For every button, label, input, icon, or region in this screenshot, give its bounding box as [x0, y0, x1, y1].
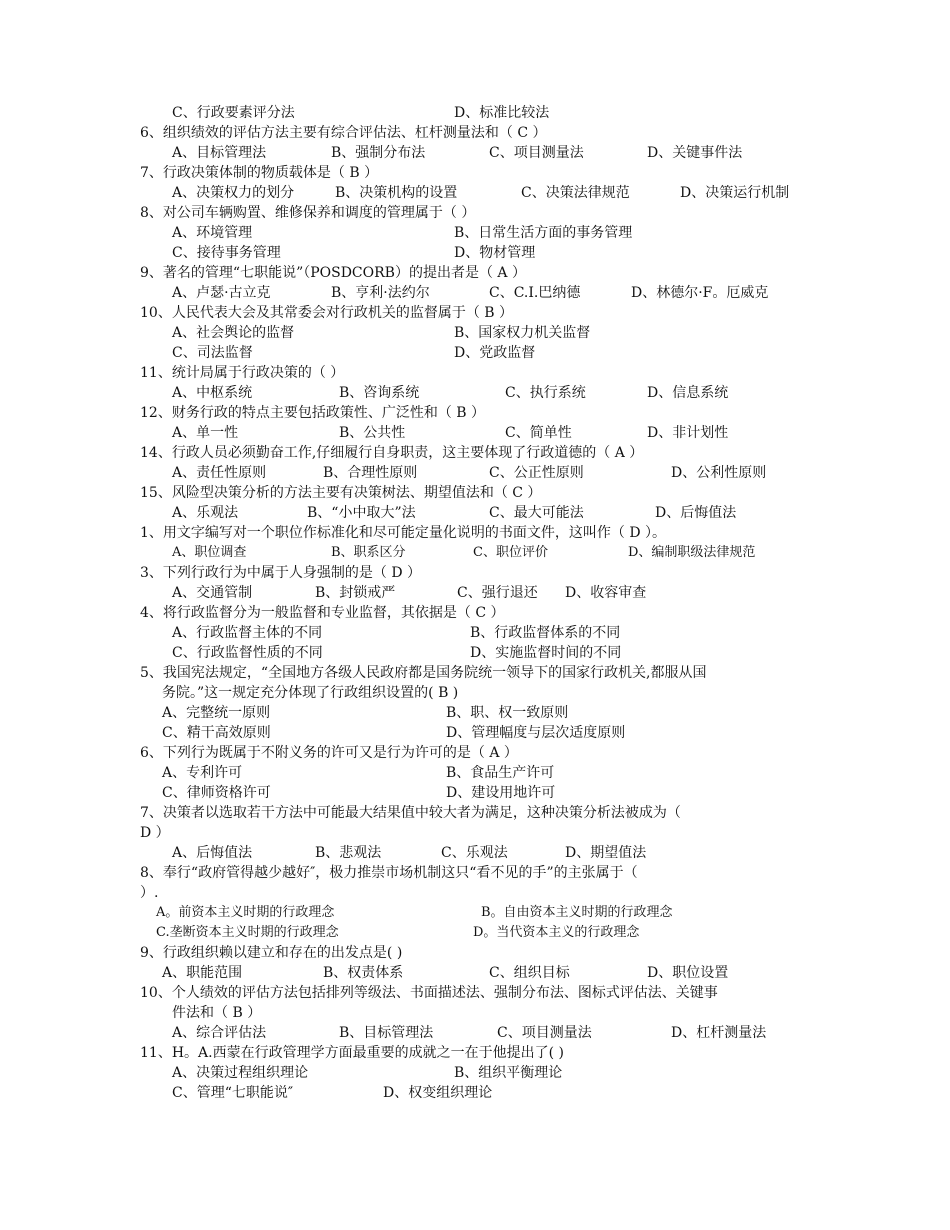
option-text: B、国家权力机关监督: [454, 325, 591, 341]
option-text: A、后悔值法: [172, 845, 253, 861]
question-text: D ）: [140, 825, 170, 841]
option-text: D、非计划性: [647, 425, 729, 441]
option-text: A、目标管理法: [172, 145, 267, 161]
option-text: C、决策法律规范: [521, 185, 630, 201]
question-text: 10、个人绩效的评估方法包括排列等级法、书面描述法、强制分布法、图标式评估法、关键事: [140, 985, 718, 1001]
question-text: 务院。”这一规定充分体现了行政组织设置的( B ): [162, 685, 459, 701]
option-text: B、组织平衡理论: [454, 1065, 563, 1081]
option-text: B、食品生产许可: [446, 765, 555, 781]
option-text: B、决策机构的设置: [335, 185, 458, 201]
text-line: [0, 1043, 950, 1063]
text-line: [0, 903, 950, 923]
text-line: [0, 703, 950, 723]
text-line: [0, 443, 950, 463]
text-line: [0, 743, 950, 763]
text-line: [0, 123, 950, 143]
option-text: C.垄断资本主义时期的行政理念: [156, 925, 339, 940]
text-line: [0, 583, 950, 603]
text-line: [0, 663, 950, 683]
option-text: C、强行退还: [457, 585, 538, 601]
text-line: [0, 143, 950, 163]
option-text: B、公共性: [339, 425, 406, 441]
question-text: 12、财务行政的特点主要包括政策性、广泛性和（ B ）: [140, 405, 486, 421]
option-text: D、管理幅度与层次适度原则: [446, 725, 626, 741]
text-line: [0, 783, 950, 803]
option-text: D、关键事件法: [647, 145, 743, 161]
question-text: 8、对公司车辆购置、维修保养和调度的管理属于（ ）: [140, 205, 476, 221]
text-line: [0, 983, 950, 1003]
text-line: [0, 163, 950, 183]
option-text: D、收容审查: [565, 585, 647, 601]
text-line: [0, 883, 950, 903]
text-line: [0, 103, 950, 123]
question-text: ）.: [140, 885, 159, 901]
text-line: [0, 963, 950, 983]
option-text: C、精干高效原则: [162, 725, 271, 741]
text-line: [0, 303, 950, 323]
option-text: C、项目测量法: [489, 145, 584, 161]
option-text: A、单一性: [172, 425, 239, 441]
option-text: B、强制分布法: [331, 145, 426, 161]
text-line: [0, 263, 950, 283]
question-text: 件法和（ B ）: [172, 1005, 262, 1021]
text-line: [0, 683, 950, 703]
text-line: [0, 383, 950, 403]
option-text: D、后悔值法: [655, 505, 737, 521]
option-text: B、亨利·法约尔: [331, 285, 430, 301]
text-line: [0, 723, 950, 743]
question-text: 8、奉行“政府管得越少越好″，极力推崇市场机制这只“看不见的手”的主张属于（: [140, 865, 638, 881]
question-text: 15、风险型决策分析的方法主要有决策树法、期望值法和（ C ）: [140, 485, 542, 501]
option-text: D、信息系统: [647, 385, 729, 401]
option-text: C、管理“七职能说″: [172, 1085, 294, 1101]
option-text: A、决策过程组织理论: [172, 1065, 309, 1081]
question-text: 7、决策者以选取若干方法中可能最大结果值中较大者为满足，这种决策分析法被成为（: [140, 805, 681, 821]
option-text: D、职位设置: [647, 965, 729, 981]
option-text: D、实施监督时间的不同: [470, 645, 622, 661]
option-text: C、职位评价: [473, 545, 548, 560]
option-text: C、简单性: [505, 425, 572, 441]
option-text: C、最大可能法: [489, 505, 584, 521]
question-text: 11、H。A.西蒙在行政管理学方面最重要的成就之一在于他提出了( ): [140, 1045, 564, 1061]
text-line: [0, 1003, 950, 1023]
option-text: B、合理性原则: [323, 465, 418, 481]
question-text: 1、用文字编写对一个职位作标准化和尽可能定量化说明的书面文件，这叫作（ D ）。: [140, 525, 667, 541]
option-text: D、建设用地许可: [446, 785, 556, 801]
option-text: B、职系区分: [331, 545, 406, 560]
text-line: [0, 563, 950, 583]
option-text: D。当代资本主义的行政理念: [473, 925, 640, 940]
option-text: B、权责体系: [323, 965, 404, 981]
option-text: A、乐观法: [172, 505, 239, 521]
option-text: D、林德尔·F。厄威克: [631, 285, 769, 301]
text-line: [0, 543, 950, 563]
question-text: 10、人民代表大会及其常委会对行政机关的监督属于（ B ）: [140, 305, 514, 321]
text-line: [0, 463, 950, 483]
option-text: A、环境管理: [172, 225, 253, 241]
text-line: [0, 203, 950, 223]
option-text: A、行政监督主体的不同: [172, 625, 323, 641]
option-text: C、行政监督性质的不同: [172, 645, 323, 661]
text-line: [0, 423, 950, 443]
option-text: C、C.I.巴纳德: [489, 285, 581, 301]
option-text: B、悲观法: [315, 845, 382, 861]
option-text: A、卢瑟·古立克: [172, 285, 271, 301]
text-line: [0, 183, 950, 203]
option-text: D、权变组织理论: [383, 1085, 493, 1101]
text-line: [0, 943, 950, 963]
text-line: [0, 283, 950, 303]
option-text: C、组织目标: [489, 965, 570, 981]
option-text: C、司法监督: [172, 345, 253, 361]
text-line: [0, 603, 950, 623]
text-line: [0, 223, 950, 243]
text-line: [0, 623, 950, 643]
option-text: A、中枢系统: [172, 385, 253, 401]
text-line: [0, 1023, 950, 1043]
option-text: D、编制职级法律规范: [628, 545, 756, 560]
question-text: 14、行政人员必须勤奋工作,仔细履行自身职责，这主要体现了行政道德的（ A ）: [140, 445, 644, 461]
text-line: [0, 243, 950, 263]
text-line: [0, 803, 950, 823]
option-text: A、专利许可: [162, 765, 243, 781]
option-text: A、责任性原则: [172, 465, 267, 481]
option-text: B。自由资本主义时期的行政理念: [481, 905, 673, 920]
option-text: A、决策权力的划分: [172, 185, 295, 201]
text-line: [0, 1063, 950, 1083]
question-text: 9、著名的管理“七职能说”（POSDCORB）的提出者是（ A ）: [140, 265, 526, 281]
option-text: C、乐观法: [441, 845, 508, 861]
option-text: C、行政要素评分法: [172, 105, 295, 121]
option-text: A。前资本主义时期的行政理念: [156, 905, 335, 920]
text-line: [0, 503, 950, 523]
question-text: 9、行政组织赖以建立和存在的出发点是( ): [140, 945, 403, 961]
text-line: [0, 483, 950, 503]
option-text: C、执行系统: [505, 385, 586, 401]
option-text: D、标准比较法: [454, 105, 550, 121]
text-line: [0, 363, 950, 383]
text-line: [0, 863, 950, 883]
question-text: 5、我国宪法规定，“全国地方各级人民政府都是国务院统一领导下的国家行政机关,都服从国: [140, 665, 707, 681]
option-text: A、职位调查: [172, 545, 247, 560]
text-line: [0, 643, 950, 663]
option-text: B、目标管理法: [339, 1025, 434, 1041]
option-text: B、咨询系统: [339, 385, 420, 401]
option-text: B、职、权一致原则: [446, 705, 569, 721]
text-line: [0, 843, 950, 863]
option-text: A、完整统一原则: [162, 705, 271, 721]
option-text: D、公利性原则: [671, 465, 767, 481]
option-text: A、交通管制: [172, 585, 253, 601]
option-text: B、日常生活方面的事务管理: [454, 225, 633, 241]
text-line: [0, 403, 950, 423]
option-text: B、封锁戒严: [315, 585, 396, 601]
option-text: D、杠杆测量法: [671, 1025, 767, 1041]
question-text: 11、统计局属于行政决策的（ ）: [140, 365, 345, 381]
text-line: [0, 923, 950, 943]
option-text: D、决策运行机制: [680, 185, 790, 201]
question-text: 6、组织绩效的评估方法主要有综合评估法、杠杆测量法和（ C ）: [140, 125, 547, 141]
option-text: A、综合评估法: [172, 1025, 267, 1041]
option-text: B、行政监督体系的不同: [470, 625, 621, 641]
option-text: C、律师资格许可: [162, 785, 271, 801]
option-text: C、项目测量法: [497, 1025, 592, 1041]
question-text: 7、行政决策体制的物质载体是（ B ）: [140, 165, 379, 181]
option-text: C、公正性原则: [489, 465, 584, 481]
question-text: 3、下列行政行为中属于人身强制的是（ D ）: [140, 565, 422, 581]
option-text: A、社会舆论的监督: [172, 325, 295, 341]
question-text: 6、下列行为既属于不附义务的许可又是行为许可的是（ A ）: [140, 745, 518, 761]
option-text: B、“小中取大”法: [307, 505, 416, 521]
option-text: C、接待事务管理: [172, 245, 281, 261]
text-line: [0, 763, 950, 783]
text-line: [0, 343, 950, 363]
text-line: [0, 523, 950, 543]
option-text: D、物材管理: [454, 245, 536, 261]
text-line: [0, 1083, 950, 1103]
text-line: [0, 823, 950, 843]
question-text: 4、将行政监督分为一般监督和专业监督，其依据是（ C ）: [140, 605, 505, 621]
option-text: D、党政监督: [454, 345, 536, 361]
option-text: D、期望值法: [565, 845, 647, 861]
option-text: A、职能范围: [162, 965, 243, 981]
text-line: [0, 323, 950, 343]
